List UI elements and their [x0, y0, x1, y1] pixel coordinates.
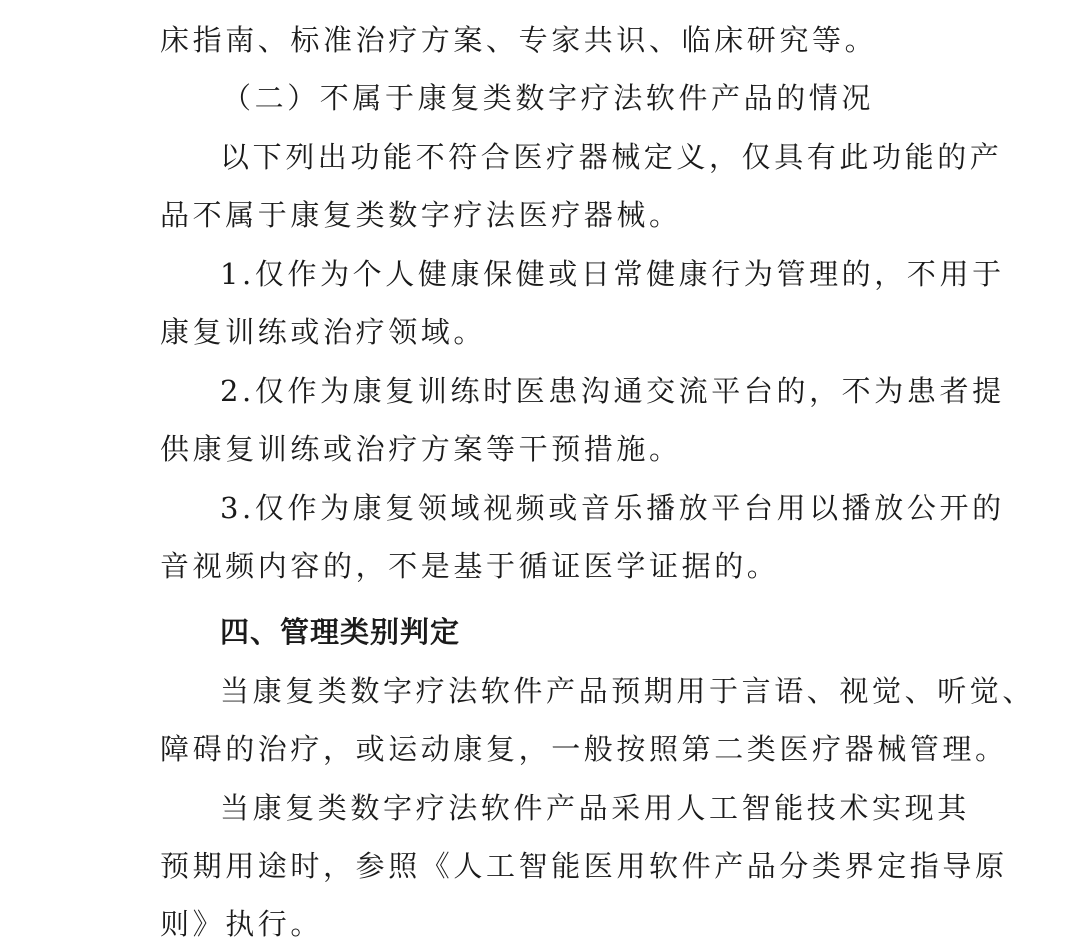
subsection-heading: （二）不属于康复类数字疗法软件产品的情况 [222, 81, 875, 115]
paragraph-class-line-1: 当康复类数字疗法软件产品预期用于言语、视觉、听觉、 [220, 674, 1036, 708]
paragraph-ai-line-3: 则》执行。 [160, 907, 324, 941]
list-item-1-line-2: 康复训练或治疗领域。 [160, 315, 487, 349]
list-item-2-line-1: 2.仅作为康复训练时医患沟通交流平台的，不为患者提 [220, 374, 1005, 408]
list-item-2-line-2: 供康复训练或治疗方案等干预措施。 [160, 432, 682, 466]
section-heading: 四、管理类别判定 [220, 615, 461, 649]
paragraph-class-line-2: 障碍的治疗，或运动康复，一般按照第二类医疗器械管理。 [160, 732, 1008, 766]
paragraph-continuation-line: 床指南、标准治疗方案、专家共识、临床研究等。 [160, 23, 878, 57]
paragraph-ai-line-2: 预期用途时，参照《人工智能医用软件产品分类界定指导原 [160, 849, 1008, 883]
paragraph-ai-line-1: 当康复类数字疗法软件产品采用人工智能技术实现其 [220, 791, 970, 825]
list-item-1-line-1: 1.仅作为个人健康保健或日常健康行为管理的，不用于 [220, 257, 1005, 291]
list-item-3-line-2: 音视频内容的，不是基于循证医学证据的。 [160, 549, 780, 583]
paragraph-intro-line-1: 以下列出功能不符合医疗器械定义，仅具有此功能的产 [220, 140, 1003, 174]
list-item-3-line-1: 3.仅作为康复领域视频或音乐播放平台用以播放公开的 [220, 491, 1005, 525]
paragraph-intro-line-2: 品不属于康复类数字疗法医疗器械。 [160, 198, 682, 232]
